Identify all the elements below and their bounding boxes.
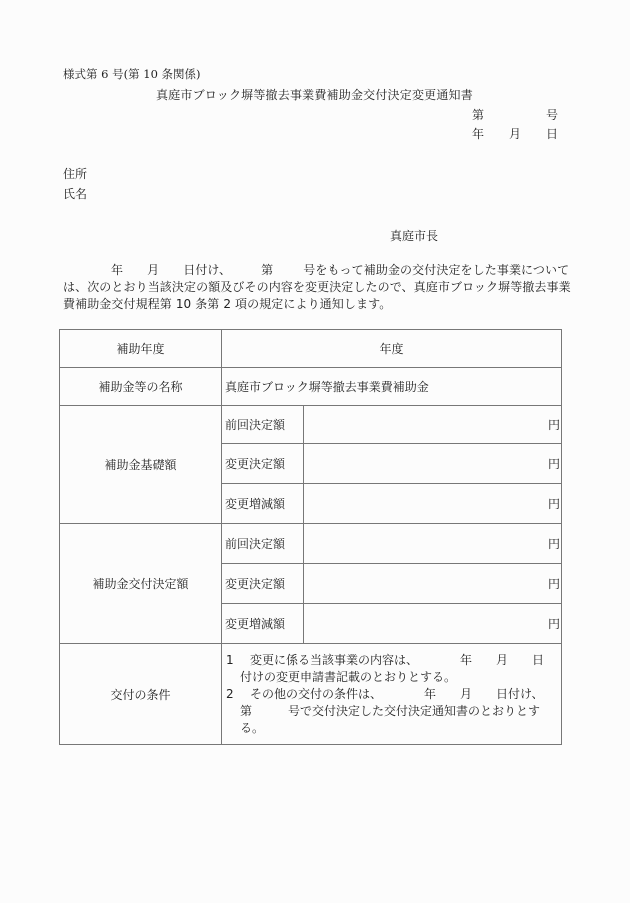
condition-number: 1: [225, 652, 234, 667]
grant-previous-label: 前回決定額: [221, 524, 303, 564]
subsidy-name-value: 真庭市ブロック塀等撤去事業費補助金: [221, 368, 561, 406]
grant-difference-amount: 円: [304, 604, 562, 644]
document-title: 真庭市ブロック塀等撤去事業費補助金交付決定変更通知書: [156, 88, 473, 102]
date-day-label: 日: [546, 127, 559, 141]
body-month: 月: [147, 263, 160, 277]
body-dated: 日付け、: [183, 263, 232, 277]
sender-mayor-label: 真庭市長: [390, 229, 439, 243]
recipient-name-label: 氏名: [63, 187, 88, 201]
body-year: 年: [111, 263, 124, 277]
notice-body-text: [63, 262, 571, 313]
base-changed-label: 変更決定額: [221, 444, 303, 484]
date-month-label: 月: [509, 127, 522, 141]
base-previous-amount: 円: [304, 406, 562, 444]
fiscal-year-label: 補助年度: [60, 330, 222, 368]
subsidy-name-label: 補助金等の名称: [60, 368, 222, 406]
reference-number-suffix: 号: [546, 108, 559, 122]
change-notice-table: [59, 329, 562, 745]
condition-item-2: [226, 686, 553, 737]
grant-previous-amount: 円: [304, 524, 562, 564]
table-row-fiscal-year: [60, 330, 562, 368]
condition-item-1: [226, 652, 553, 686]
recipient-address-label: 住所: [63, 167, 88, 181]
base-amount-label: 補助金基礎額: [60, 406, 222, 524]
body-number-prefix: 第: [261, 263, 274, 277]
grant-changed-amount: 円: [304, 564, 562, 604]
fiscal-year-value: 年度: [221, 330, 561, 368]
base-difference-label: 変更増減額: [221, 484, 303, 524]
condition-text: 日付け、: [496, 686, 544, 701]
condition-number-prefix: 第: [239, 703, 252, 718]
body-rest: 号をもって補助金の交付決定をした事業については、次のとおり当該決定の額及びその内容を変更決定したので、真庭市ブロック塀等撤去事業費補助金交付規程第 10 条第 2 項の規定により通知します。: [63, 263, 571, 311]
table-row-subsidy-name: [60, 368, 562, 406]
date-year-label: 年: [472, 127, 485, 141]
form-number: 様式第 6 号(第 10 条関係): [63, 67, 201, 81]
condition-year: 年: [423, 686, 436, 701]
base-previous-label: 前回決定額: [221, 406, 303, 444]
base-changed-amount: 円: [304, 444, 562, 484]
condition-text: 変更に係る当該事業の内容は、: [249, 652, 418, 667]
table-row: [60, 406, 562, 444]
condition-month: 月: [495, 652, 508, 667]
conditions-label: 交付の条件: [60, 644, 222, 745]
condition-text: 日付けの変更申請書記載のとおりとする。: [239, 652, 545, 684]
reference-number-prefix: 第: [472, 108, 485, 122]
condition-number: 2: [225, 686, 234, 701]
grant-difference-label: 変更増減額: [221, 604, 303, 644]
condition-month: 月: [459, 686, 472, 701]
table-row: [60, 524, 562, 564]
table-row-conditions: [60, 644, 562, 745]
base-difference-amount: 円: [304, 484, 562, 524]
grant-changed-label: 変更決定額: [221, 564, 303, 604]
condition-text: その他の交付の条件は、: [249, 686, 382, 701]
condition-text: 号で交付決定した交付決定通知書のとおりとする。: [239, 703, 540, 735]
grant-amount-label: 補助金交付決定額: [60, 524, 222, 644]
condition-year: 年: [459, 652, 472, 667]
conditions-content: [221, 644, 561, 745]
